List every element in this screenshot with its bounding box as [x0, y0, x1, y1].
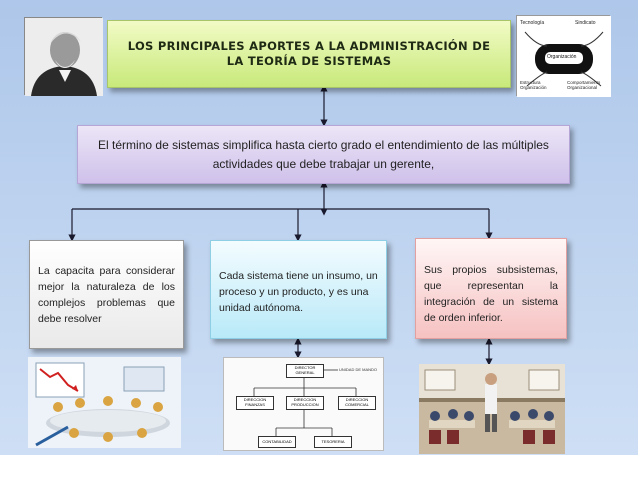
card-right-text: Sus propios subsistemas, que representan la integración de un sistema de orden inferior. — [424, 264, 558, 324]
card-left-text: La capacita para considerar mejor la naturaleza de los complejos problemas que debe resolver — [38, 265, 175, 325]
org-node-organizacion: Organización — [547, 54, 577, 60]
card-middle-text: Cada sistema tiene un insumo, un proceso y un producto, y es una unidad autónoma. — [219, 270, 378, 314]
card-middle — [210, 240, 387, 339]
chart-node-contabilidad: CONTABILIDAD — [258, 436, 296, 448]
card-right — [415, 238, 567, 339]
org-node-tecnologia: Tecnología — [520, 20, 545, 26]
classroom-graphic — [419, 364, 565, 454]
org-chart-image — [223, 357, 384, 451]
definition-text: El término de sistemas simplifica hasta cierto grado el entendimiento de las múltiples actividades que debe trabajar un gerente, — [98, 137, 549, 171]
card-left — [29, 240, 184, 349]
title-box — [107, 20, 511, 88]
org-node-comportamiento: Comportamiento Organizacional — [567, 80, 601, 90]
org-node-sindicato: Sindicato — [575, 20, 596, 26]
meeting-graphic — [28, 357, 181, 448]
chart-node-comercial: DIRECCION COMERCIAL — [338, 396, 376, 410]
portrait-image — [24, 17, 102, 95]
portrait-graphic — [25, 18, 103, 96]
org-node-estructura: Estructura Organización — [520, 80, 547, 90]
definition-box — [77, 125, 570, 184]
classroom-image — [419, 364, 565, 454]
chart-node-unidad: UNIDAD DE MANDO — [339, 367, 378, 372]
chart-node-director: DIRECTOR GENERAL — [286, 364, 324, 378]
page-title: LOS PRINCIPALES APORTES A LA ADMINISTRACIÓN DE LA TEORÍA DE SISTEMAS — [127, 39, 491, 68]
chart-node-produccion: DIRECCION PRODUCCION — [286, 396, 324, 410]
chart-node-tesoreria: TESORERIA — [314, 436, 352, 448]
chart-node-finanzas: DIRECCION FINANZAS — [236, 396, 274, 410]
meeting-image — [28, 357, 181, 448]
org-diagram-image — [516, 15, 610, 96]
